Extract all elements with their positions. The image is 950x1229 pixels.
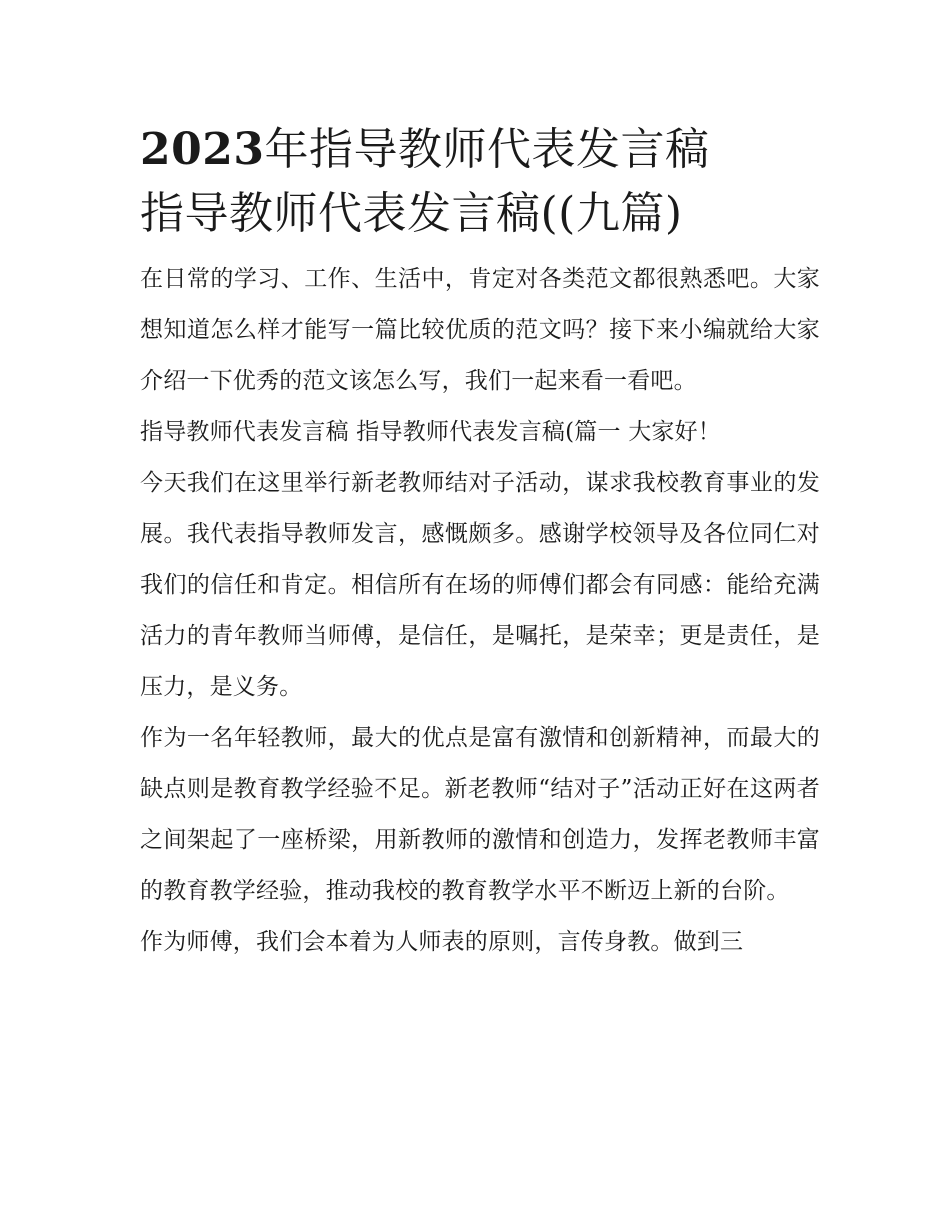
document-subtitle: 指导教师代表发言稿((九篇) [140,188,683,239]
document-page [140,118,820,968]
paragraph-body-2: 作为一名年轻教师，最大的优点是富有激情和创新精神，而最大的缺点则是教育教学经验不足。新老教师“结对子”活动正好在这两者之间架起了一座桥梁，用新教师的激情和创造力，发挥老教师丰富的教育教学经验，推动我校的教育教学水平不断迈上新的台阶。 [140,725,820,904]
paragraph-intro: 在日常的学习、工作、生活中，肯定对各类范文都很熟悉吧。大家想知道怎么样才能写一篇比较优质的范文吗？接下来小编就给大家介绍一下优秀的范文该怎么写，我们一起来看一看吧。 [140,266,820,394]
paragraph-body-1: 今天我们在这里举行新老教师结对子活动，谋求我校教育事业的发展。我代表指导教师发言，感慨颇多。感谢学校领导及各位同仁对我们的信任和肯定。相信所有在场的师傅们都会有同感：能给充满活力的青年教师当师傅，是信任，是嘱托，是荣幸；更是责任，是压力，是义务。 [140,470,820,700]
document-title [140,118,820,182]
paragraph-body-3: 作为师傅，我们会本着为人师表的原则，言传身教。做到三 [140,929,744,955]
title-year: 2023 [140,124,265,175]
title-text: 年指导教师代表发言稿 [264,124,710,175]
paragraph-heading: 指导教师代表发言稿 指导教师代表发言稿(篇一 大家好！ [140,419,721,445]
